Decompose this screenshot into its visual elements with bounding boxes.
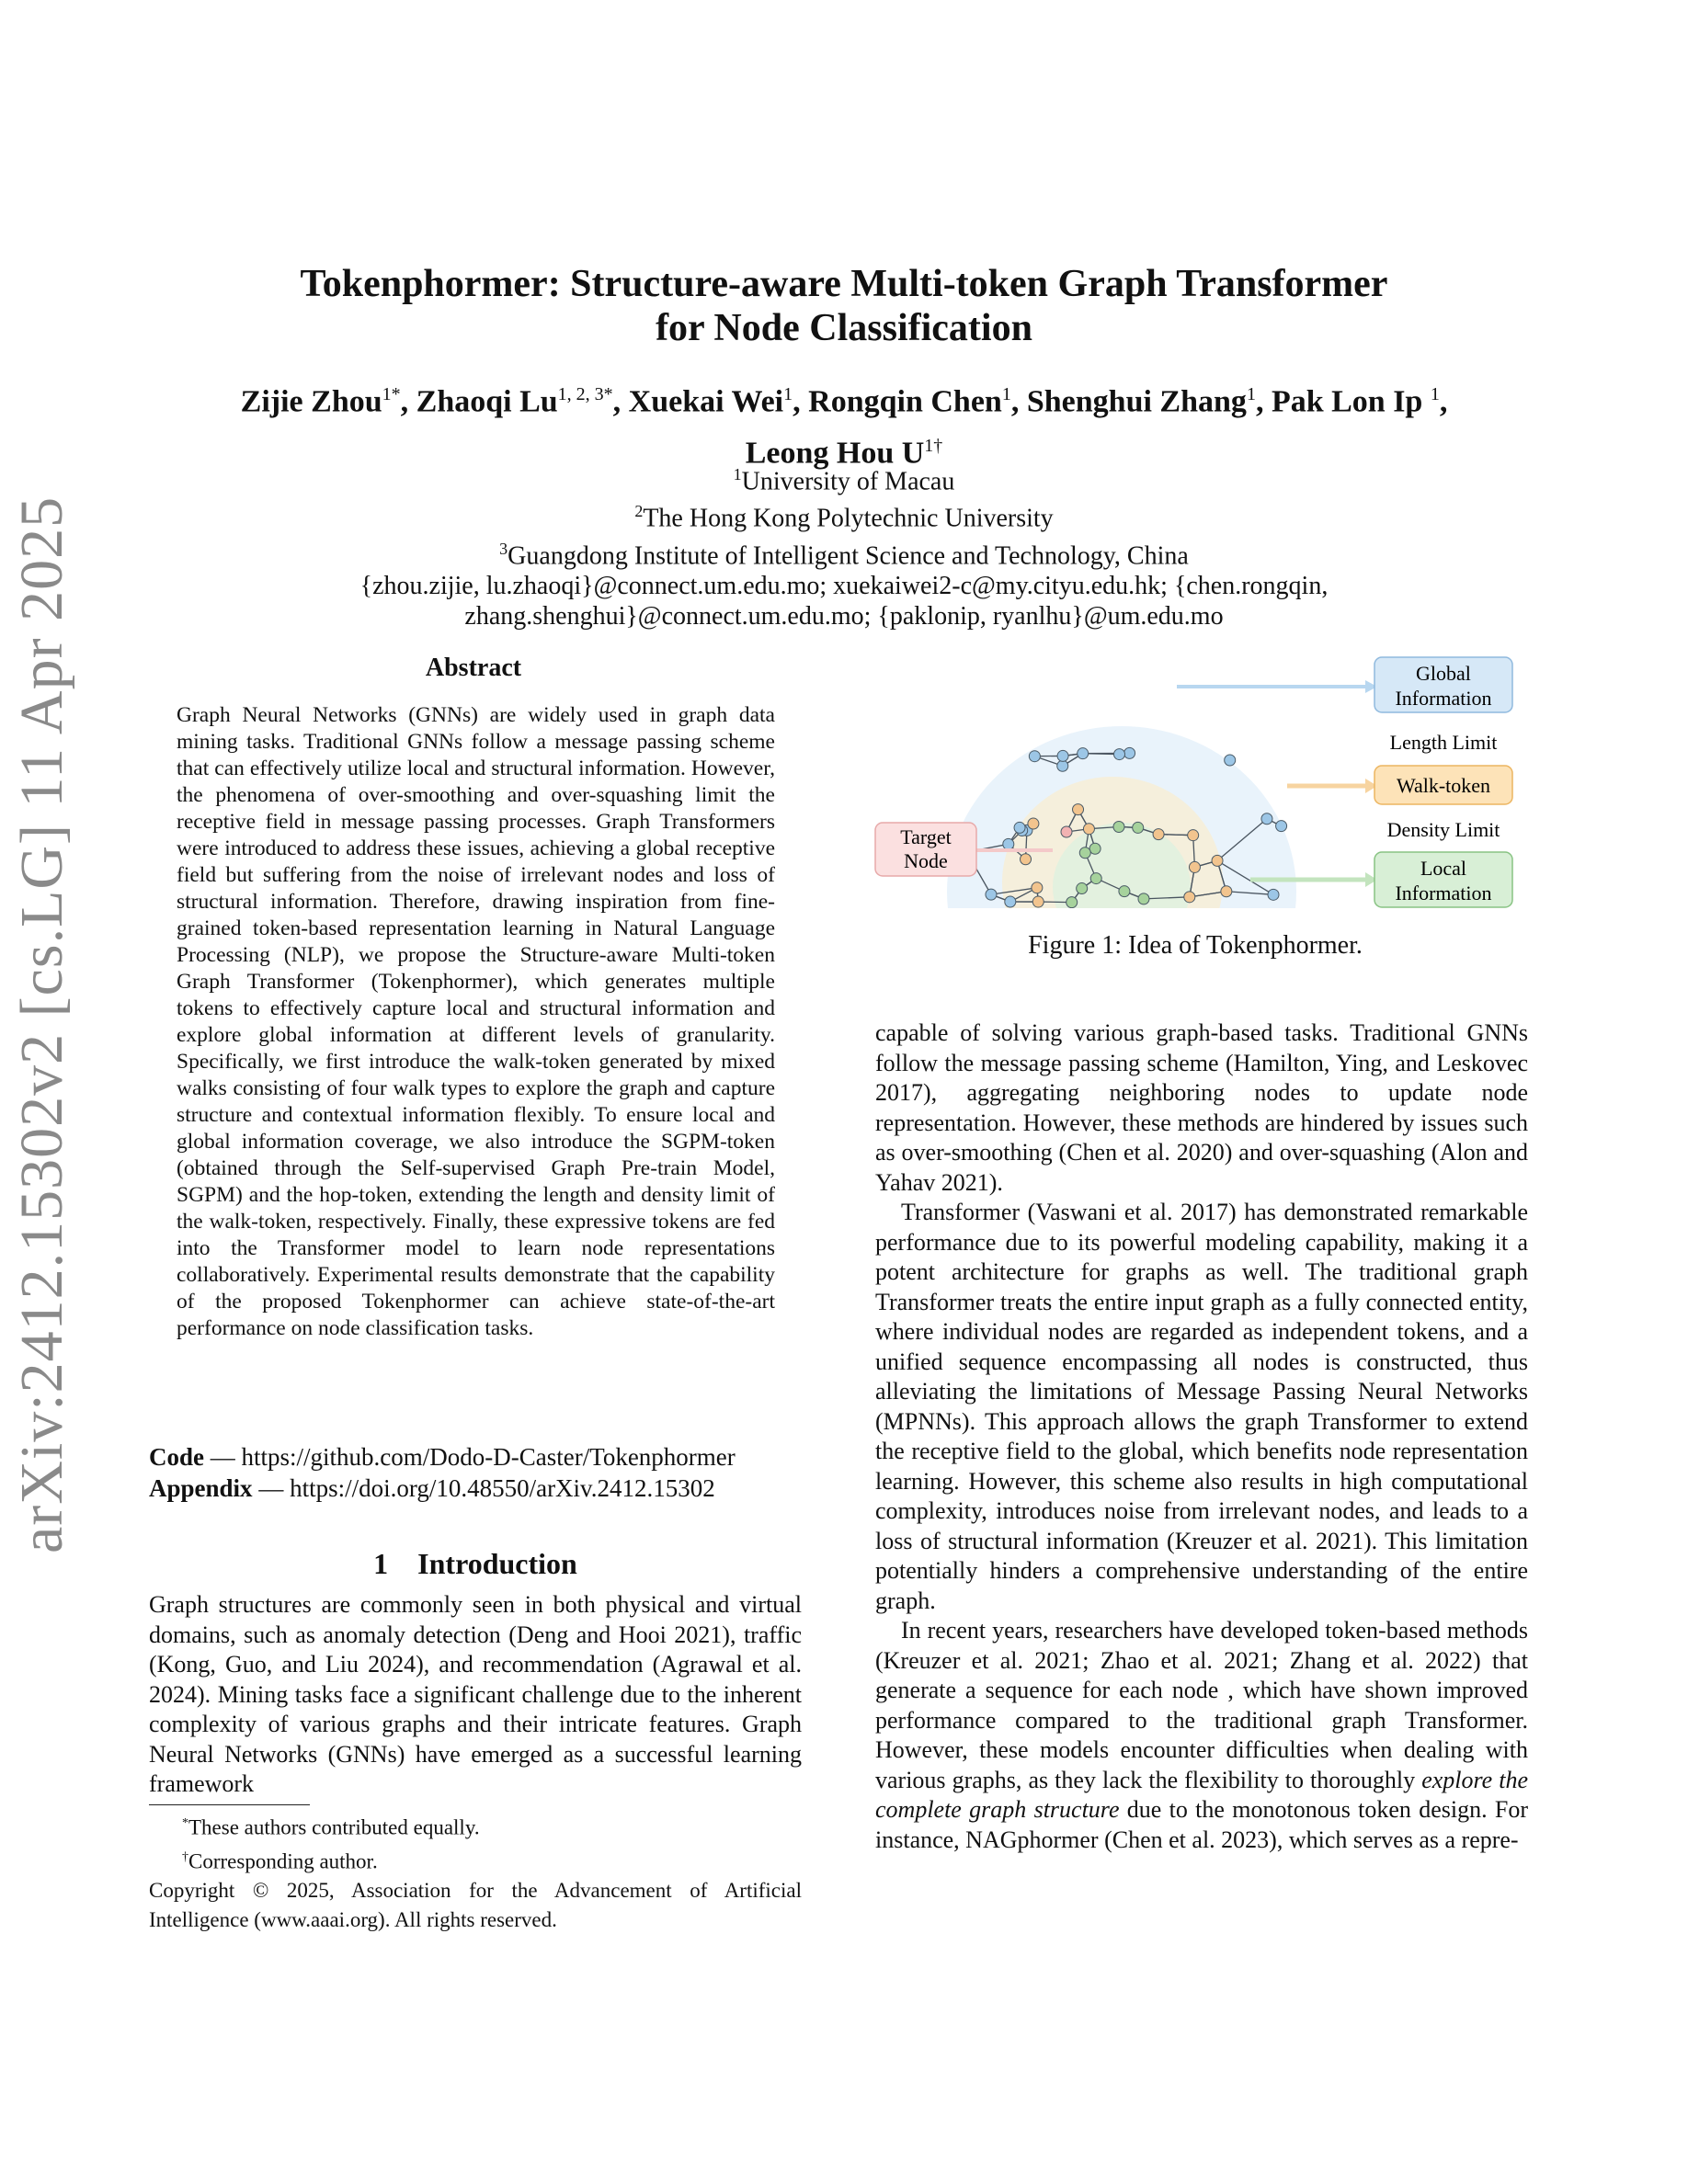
email-line-2: zhang.shenghui}@connect.um.edu.mo; {paklonip, ryanlhu}@um.edu.mo <box>464 601 1224 631</box>
abstract-heading: Abstract <box>425 654 522 682</box>
graph-node <box>1083 824 1094 835</box>
affil-mark: 1 <box>733 465 742 483</box>
graph-node <box>1077 883 1088 894</box>
author-list: Zijie Zhou$^{1*}$, Zhaoqi $Lu^{1, 2, 3*}$, Xuekai Wei$^1$, Rongqin Chen$^1$, Shenghui Zhang$^1$, Pak Lon Ip $^1$, Leong Hou $U^{1\dagger}$ <box>240 384 1448 471</box>
graph-node <box>1090 873 1101 884</box>
graph-node <box>1124 747 1135 758</box>
footnote-mark: † <box>182 1849 188 1864</box>
affil-text: University of Macau <box>741 467 955 496</box>
graph-node <box>1003 838 1014 849</box>
footnote-2 <box>149 1843 802 1877</box>
affiliations <box>138 460 1550 631</box>
graph-node <box>1021 854 1032 865</box>
author-name: Rongqin Chen <box>808 384 1002 419</box>
author-name: Pak Lon Ip <box>1271 384 1423 419</box>
footnotes <box>149 1809 802 1935</box>
graph-node <box>1073 804 1084 815</box>
graph-node <box>1114 749 1125 760</box>
author-name: Leong Hou U <box>745 436 925 471</box>
intro-paragraph-3: Transformer (Vaswani et al. 2017) has demonstrated remarkable performance due to its powerful modeling capability, making it a potent architecture for graphs as well. The traditional graph Transformer treats the entire input graph as a fully connected entity, where individual nodes are regarded as independent tokens, and a unified sequence encompassing all nodes is constructed, thus alleviating the limitations of Message Passing Neural Networks (MPNNs). This approach allows the graph Transformer to extend the receptive field to the global, which benefits node representation learning. However, this scheme also results in high computational complexity, introduces noise from irrelevant nodes, and leads to a loss of structural information (Kreuzer et al. 2021). This limitation potentially hinders a comprehensive understanding of the entire graph. <box>875 1199 1528 1614</box>
title-line-1: Tokenphormer: Structure-aware Multi-token Graph Transformer <box>300 263 1388 305</box>
appendix-label: Appendix <box>149 1474 253 1502</box>
separator: — <box>204 1443 242 1471</box>
target-node-label-1: Target <box>900 825 952 848</box>
abstract-body: Graph Neural Networks (GNNs) are widely used in graph data mining tasks. Traditional GNNs follow a message passing scheme that can effectively utilize local and structural information. However, the phenomena of over-smoothing and over-squashing limit the receptive field in message passing processes. Graph Transformers were introduced to address these issues, achieving a global receptive field but suffering from the noise of irrelevant nodes and loss of structural information. Therefore, drawing inspiration from fine-grained token-based representation learning in Natural Language Processing (NLP), we propose the Structure-aware Multi-token Graph Transformer (Tokenphormer), which generates multiple tokens to effectively capture local and structural information and explore global information at different levels of granularity. Specifically, we first introduce the walk-token generated by mixed walks consisting of four walk types to explore the graph and capture structure and contextual information flexibly. To ensure local and global information coverage, we also introduce the SGPM-token (obtained through the Self-supervised Graph Pre-train Model, SGPM) and the hop-token, extending the length and density limit of the walk-token, respectively. Finally, these expressive tokens are fed into the Transformer model to learn node representations collaboratively. Experimental results demonstrate that the capability of the proposed Tokenphormer can achieve state-of-the-art performance on node classification tasks. <box>177 703 775 1340</box>
graph-node <box>1032 882 1043 893</box>
graph-node <box>1261 813 1272 825</box>
graph-node <box>1029 751 1040 762</box>
affiliation-1 <box>138 460 1550 496</box>
appendix-link-line <box>149 1473 811 1504</box>
footnote-mark: * <box>182 1816 188 1830</box>
graph-node <box>1188 830 1199 841</box>
global-label-1: Global <box>1416 662 1471 685</box>
graph-node <box>1028 818 1039 829</box>
author-name: Zijie Zhou <box>240 384 382 419</box>
author-name: Shenghui Zhang <box>1026 384 1247 419</box>
code-link-line <box>149 1441 811 1473</box>
author-affil-mark: 1 <box>1430 384 1440 404</box>
paragraph-text: In recent years, researchers have developed token-based methods (Kreuzer et al. 2021; Zhao et al. 2021; Zhang et al. 2022) that generate a sequence for each node , which have shown improved performance compared to the traditional graph Transformer. However, these models encounter difficulties when dealing with various graphs, as they lack the flexibility to thoroughly <box>875 1617 1528 1793</box>
affiliation-3 <box>138 534 1550 571</box>
author-name: Xuekai Wei <box>628 384 784 419</box>
author-affil-mark: 1† <box>924 436 943 457</box>
graph-node <box>1276 821 1287 832</box>
affil-text: Guangdong Institute of Intelligent Science and Technology, China <box>508 540 1189 570</box>
local-label-1: Local <box>1420 857 1467 880</box>
author-affil-mark: 1 <box>783 384 793 404</box>
email-line-1: {zhou.zijie, lu.zhaoqi}@connect.um.edu.mo; xuekaiwei2-c@my.cityu.edu.hk; {chen.rongqin, <box>359 571 1329 600</box>
affil-mark: 3 <box>499 539 508 558</box>
footnote-1 <box>149 1809 802 1843</box>
copyright-notice: Copyright © 2025, Association for the Advancement of Artificial Intelligence (www.aaai.org). All rights reserved. <box>149 1879 802 1932</box>
intro-paragraph-2: capable of solving various graph-based tasks. Traditional GNNs follow the message passing scheme (Hamilton, Ying, and Leskovec 2017), aggregating neighboring nodes to update node representation. However, these methods are hindered by issues such as over-smoothing (Chen et al. 2020) and over-squashing (Alon and Yahav 2021). <box>875 1019 1528 1196</box>
graph-node <box>1057 750 1068 761</box>
graph-node <box>1221 886 1232 897</box>
graph-node <box>1057 760 1068 771</box>
paragraph-text: due to the monotonous token design. For instance, NAGphormer (Chen et al. 2023), which serves as a repre- <box>875 1796 1528 1853</box>
separator: — <box>252 1474 291 1502</box>
target-node-label-2: Node <box>904 849 948 872</box>
graph-node <box>1066 897 1078 908</box>
author-affil-mark: 1 <box>1001 384 1011 404</box>
affiliation-2 <box>138 496 1550 533</box>
graph-node <box>1138 893 1149 904</box>
author-affil-mark: 1* <box>382 384 401 404</box>
intro-column-2 <box>875 1018 1528 1855</box>
graph-node <box>1133 822 1144 833</box>
graph-node <box>1014 822 1025 833</box>
emphasis-text: explore the complete graph structure <box>875 1766 1528 1823</box>
graph-node <box>1225 755 1236 766</box>
length-limit-label: Length Limit <box>1389 731 1498 754</box>
arxiv-identifier: arXiv:2412.15302v2 [cs.LG] 11 Apr 2025 <box>8 495 75 1553</box>
title-line-2: for Node Classification <box>656 307 1032 349</box>
graph-node <box>1153 829 1164 840</box>
graph-node <box>1089 843 1101 854</box>
author-name: Zhaoqi Lu <box>416 384 558 419</box>
author-affil-mark: 1 <box>1246 384 1256 404</box>
graph-node <box>1005 896 1016 907</box>
paper-title <box>138 262 1550 350</box>
intro-paragraph-4 <box>875 1616 1528 1855</box>
graph-node <box>1268 889 1279 900</box>
code-url-link[interactable]: https://github.com/Dodo-D-Caster/Tokenphormer <box>241 1443 736 1471</box>
footnote-text: Corresponding author. <box>188 1849 378 1873</box>
footnote-divider <box>149 1804 310 1805</box>
introduction-heading: 1 Introduction <box>373 1547 577 1580</box>
graph-node <box>1119 886 1130 897</box>
walk-token-label: Walk-token <box>1396 774 1491 797</box>
footnote-text: These authors contributed equally. <box>188 1815 480 1839</box>
graph-node <box>1189 861 1200 872</box>
graph-node <box>1184 892 1195 903</box>
graph-node <box>1032 896 1044 907</box>
graph-node <box>1078 748 1089 759</box>
intro-paragraph-1: Graph structures are commonly seen in both physical and virtual domains, such as anomaly detection (Deng and Hooi 2021), traffic (Kong, Guo, and Liu 2024), and recommendation (Agrawal et al. 2024). Mining tasks face a significant challenge due to the inherent complexity of various graphs and their intricate features. Graph Neural Networks (GNNs) have emerged as a successful learning framework <box>149 1591 802 1797</box>
appendix-url-link[interactable]: https://doi.org/10.48550/arXiv.2412.15302 <box>290 1474 715 1502</box>
graph-node <box>1212 855 1223 866</box>
global-label-2: Information <box>1395 687 1492 710</box>
author-affil-mark: 1, 2, 3* <box>557 384 613 404</box>
local-label-2: Information <box>1395 882 1492 904</box>
affil-mark: 2 <box>634 502 644 521</box>
figure-caption: Figure 1: Idea of Tokenphormer. <box>1028 931 1363 960</box>
graph-node <box>986 889 997 900</box>
density-limit-label: Density Limit <box>1386 818 1500 841</box>
code-label: Code <box>149 1443 204 1471</box>
figure-tokenphormer-idea <box>873 643 1517 919</box>
affil-text: The Hong Kong Polytechnic University <box>643 504 1054 533</box>
graph-node <box>1061 826 1072 837</box>
graph-node <box>1113 822 1124 833</box>
graph-node <box>1079 847 1090 859</box>
